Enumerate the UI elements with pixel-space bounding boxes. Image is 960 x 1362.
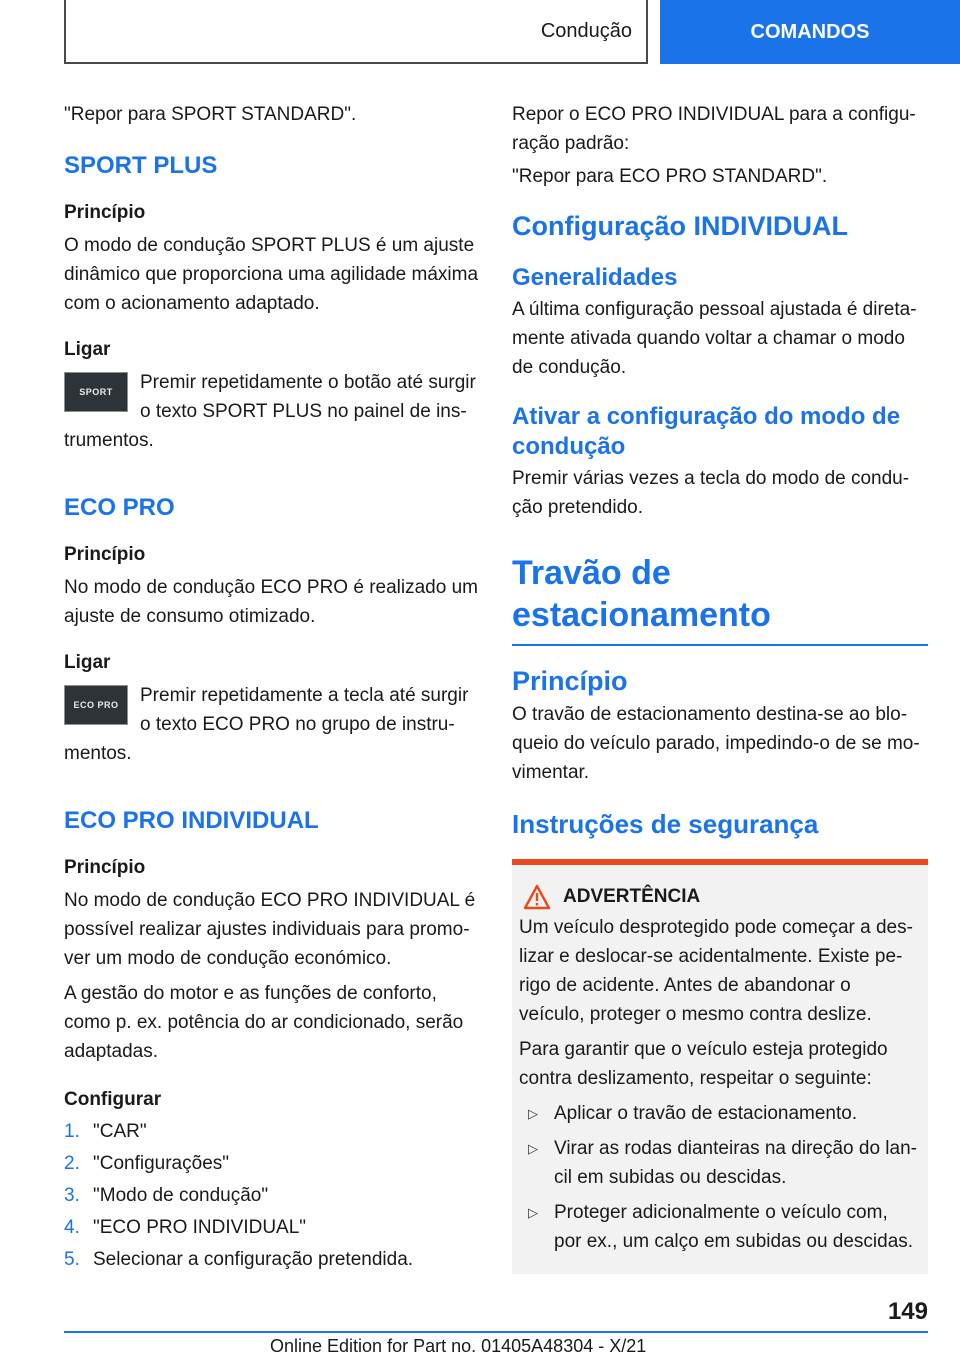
bullet-text: Aplicar o travão de estacionamento. — [554, 1103, 858, 1124]
eco-pro-title: ECO PRO — [64, 494, 175, 521]
general-text: A última configuração pessoal ajustada é diretamente ativada quando voltar a chamar o modo de condução. — [512, 299, 917, 378]
configure-heading: Configurar — [64, 1089, 162, 1110]
step-text: "CAR" — [93, 1121, 147, 1142]
eco-pro-individual-principle-heading: Princípio — [64, 857, 146, 878]
eco-pro-individual-principle-text2: A gestão do motor e as funções de conforto, como p. ex. potência do ar condicionado, serão adaptadas. — [64, 983, 464, 1062]
sport-plus-title: SPORT PLUS — [64, 152, 218, 179]
eco-pro-switch-heading: Ligar — [64, 652, 111, 673]
step-item — [64, 1180, 480, 1212]
bullet-text: Proteger adicionalmente o veículo com, por ex., um calço em subidas ou descidas. — [554, 1202, 914, 1252]
parking-principle-heading: Princípio — [512, 666, 628, 696]
configure-steps — [64, 1116, 480, 1276]
bullet-triangle-icon: ▷ — [528, 1205, 538, 1220]
eco-pro-principle-heading: Princípio — [64, 544, 146, 565]
eco-pro-button-image — [64, 685, 128, 725]
sport-plus-switch-row — [64, 368, 480, 455]
warning-text1: Um veículo desprotegido pode começar a deslizar e deslocar-se acidentalmente. Existe perigo de acidente. Antes de abandonar o veículo, proteger o mesmo contra deslize. — [519, 917, 913, 1025]
step-text: "Configurações" — [93, 1153, 230, 1174]
step-item — [64, 1244, 480, 1276]
left-column — [64, 100, 480, 1276]
parking-brake-title: Travão de estacionamento — [512, 552, 928, 646]
bullet-item — [519, 1099, 920, 1128]
step-number: 1. — [64, 1121, 80, 1142]
bullet-item — [519, 1134, 920, 1192]
sport-plus-principle-text: O modo de condução SPORT PLUS é um ajuste dinâmico que proporciona uma agilidade máxima com o acionamento adaptado. — [64, 235, 479, 314]
left-intro: "Repor para SPORT STANDARD". — [64, 104, 357, 125]
edition-footer: Online Edition for Part no. 01405A48304 - X/21 — [270, 1336, 647, 1356]
step-number: 4. — [64, 1217, 80, 1238]
eco-pro-individual-title: ECO PRO INDIVIDUAL — [64, 807, 319, 834]
step-item — [64, 1148, 480, 1180]
activate-text: Premir várias vezes a tecla do modo de condução pretendido. — [512, 468, 910, 518]
step-item — [64, 1212, 480, 1244]
eco-pro-switch-text: Premir repetidamente a tecla até surgir o texto ECO PRO no grupo de instrumentos. — [64, 685, 469, 764]
step-text: Selecionar a configuração pretendida. — [93, 1249, 414, 1270]
header-chapter-tab — [660, 0, 960, 64]
header-chapter-label: COMANDOS — [750, 20, 870, 43]
header-section-label: Condução — [540, 19, 632, 42]
bullet-item — [519, 1198, 920, 1256]
step-item — [64, 1116, 480, 1148]
step-number: 5. — [64, 1249, 80, 1270]
step-text: "Modo de condução" — [93, 1185, 269, 1206]
step-text: "ECO PRO INDIVIDUAL" — [93, 1217, 307, 1238]
footer-divider — [64, 1331, 928, 1333]
safety-heading: Instruções de segurança — [512, 809, 819, 839]
individual-title: Configuração INDIVIDUAL — [512, 211, 849, 241]
sport-plus-switch-heading: Ligar — [64, 339, 111, 360]
warning-box — [512, 859, 928, 1274]
activate-heading: Ativar a configuração do modo de condução — [512, 403, 901, 460]
eco-pro-button-label: ECO PRO — [73, 700, 119, 710]
header-section-tab — [64, 0, 648, 64]
right-intro: Repor o ECO PRO INDIVIDUAL para a configuração padrão: — [512, 104, 916, 154]
bullet-triangle-icon: ▷ — [528, 1141, 538, 1156]
warning-triangle-icon — [523, 884, 551, 910]
warning-label: ADVERTÊNCIA — [563, 886, 701, 907]
bullet-triangle-icon: ▷ — [528, 1106, 538, 1121]
eco-pro-individual-principle-text: No modo de condução ECO PRO INDIVIDUAL é possível realizar ajustes individuais para promover um modo de condução económico. — [64, 890, 476, 969]
page-number: 149 — [887, 1298, 928, 1325]
bullet-text: Virar as rodas dianteiras na direção do lancil em subidas ou descidas. — [554, 1138, 917, 1188]
eco-pro-switch-row — [64, 681, 480, 768]
sport-plus-switch-text: Premir repetidamente o botão até surgir o texto SPORT PLUS no painel de instrumentos. — [64, 372, 476, 451]
eco-pro-principle-text: No modo de condução ECO PRO é realizado um ajuste de consumo otimizado. — [64, 577, 478, 627]
warning-bullets — [519, 1099, 920, 1256]
parking-principle-text: O travão de estacionamento destina-se ao bloqueio do veículo parado, impedindo-o de se movimentar. — [512, 704, 920, 783]
sport-button-label: SPORT — [79, 387, 113, 397]
right-column — [512, 100, 928, 1274]
step-number: 2. — [64, 1153, 80, 1174]
general-heading: Generalidades — [512, 264, 678, 291]
sport-plus-principle-heading: Princípio — [64, 202, 146, 223]
warning-header — [519, 883, 920, 911]
warning-text2: Para garantir que o veículo esteja protegido contra deslizamento, respeitar o seguinte: — [519, 1039, 888, 1089]
right-intro2: "Repor para ECO PRO STANDARD". — [512, 166, 828, 187]
sport-button-image — [64, 372, 128, 412]
step-number: 3. — [64, 1185, 80, 1206]
